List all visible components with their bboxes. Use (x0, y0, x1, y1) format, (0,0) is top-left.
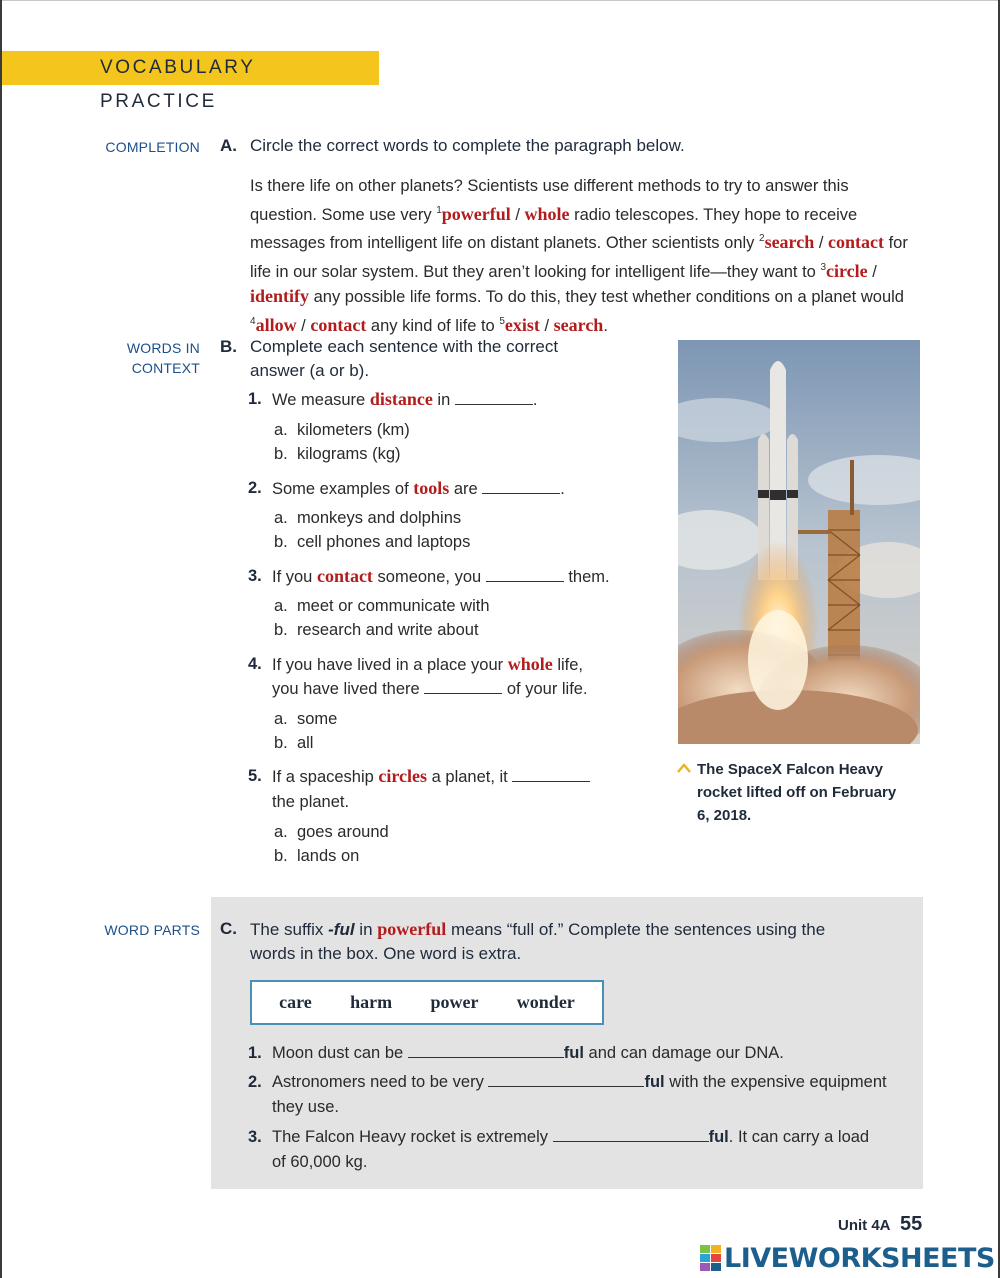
choice-identify[interactable]: identify (250, 286, 310, 306)
word-part-item: The Falcon Heavy rocket is extremely ful. It can carry a load (272, 1128, 870, 1146)
word-box-item[interactable]: power (430, 992, 479, 1012)
question-text-line2: you have lived there of your life. (272, 680, 588, 698)
section-b-heading-2: answer (a or b). (250, 361, 370, 380)
question-text-line2: the planet. (272, 793, 350, 811)
option-a[interactable]: a. some (274, 710, 338, 728)
answer-blank[interactable] (512, 767, 590, 782)
option-a[interactable]: a. meet or communicate with (274, 597, 490, 615)
question-number: 3. (248, 567, 262, 585)
answer-blank[interactable] (488, 1072, 644, 1087)
caret-up-icon (676, 762, 692, 774)
option-b[interactable]: b. cell phones and laptops (274, 533, 471, 551)
word-part-item-line2: they use. (272, 1098, 339, 1116)
choice-search[interactable]: search (764, 232, 815, 252)
section-c-letter: C. (220, 919, 237, 938)
word-box-item[interactable]: harm (350, 992, 393, 1012)
question-number: 5. (248, 767, 262, 785)
choice-powerful[interactable]: powerful (441, 203, 511, 224)
page-number: 55 (900, 1213, 923, 1235)
question-number: 4. (248, 655, 262, 673)
question-text: If you have lived in a place your whole life, (272, 654, 583, 674)
option-a[interactable]: a. goes around (274, 823, 389, 841)
answer-blank[interactable] (553, 1127, 709, 1142)
choice-whole[interactable]: whole (524, 203, 570, 224)
section-a-heading: Circle the correct words to complete the paragraph below. (250, 136, 685, 155)
choice-allow[interactable]: allow (255, 314, 297, 335)
word-box (250, 980, 604, 1025)
choice-search-2[interactable]: search (553, 314, 604, 335)
section-b-heading-1: Complete each sentence with the correct (250, 337, 559, 356)
answer-blank[interactable] (455, 390, 533, 405)
word-part-item: Moon dust can be ful and can damage our DNA. (272, 1044, 784, 1062)
word-box-item[interactable]: wonder (516, 992, 575, 1012)
answer-blank[interactable] (486, 567, 564, 582)
question-text: If a spaceship circles a planet, it (272, 764, 590, 790)
question-text: Some examples of tools are . (272, 478, 565, 498)
question-number: 2. (248, 479, 262, 497)
section-c-heading-1: The suffix -ful in powerful means “full of.” Complete the sentences using the (250, 919, 826, 939)
word-part-item: Astronomers need to be very ful with the expensive equipment (272, 1073, 887, 1091)
section-c-heading-2: words in the box. One word is extra. (250, 944, 522, 963)
choice-exist[interactable]: exist (504, 314, 540, 335)
item-number: 1. (248, 1044, 262, 1062)
item-number: 2. (248, 1073, 262, 1091)
liveworksheets-badge-icon (700, 1245, 722, 1271)
side-label-context: CONTEXT (131, 360, 200, 376)
question-text: We measure distance in . (272, 389, 538, 409)
choice-circle[interactable]: circle (826, 260, 868, 281)
answer-blank[interactable] (424, 679, 502, 694)
word-part-item-line2: of 60,000 kg. (272, 1153, 368, 1171)
question-text: If you contact someone, you them. (272, 566, 610, 586)
section-a-letter: A. (220, 136, 237, 155)
side-label-word-parts: WORD PARTS (104, 922, 200, 938)
option-b[interactable]: b. kilograms (kg) (274, 445, 401, 463)
side-label-words-in: WORDS IN (126, 340, 200, 356)
choice-contact-2[interactable]: contact (310, 314, 367, 335)
answer-blank[interactable] (408, 1043, 564, 1058)
option-a[interactable]: a. kilometers (km) (274, 421, 410, 439)
liveworksheets-logo: LIVEWORKSHEETS (700, 1243, 995, 1273)
side-label-completion: COMPLETION (105, 139, 200, 155)
section-b-letter: B. (220, 337, 237, 356)
question-number: 1. (248, 390, 262, 408)
item-number: 3. (248, 1128, 262, 1146)
unit-label: Unit 4A (838, 1217, 891, 1234)
rocket-photo (678, 340, 920, 744)
option-b[interactable]: b. lands on (274, 847, 360, 865)
answer-blank[interactable] (482, 479, 560, 494)
section-banner: VOCABULARY PRACTICE (2, 51, 379, 85)
choice-contact[interactable]: contact (828, 232, 884, 252)
word-box-item[interactable]: care (279, 992, 312, 1012)
page-top-edge (0, 0, 998, 1)
completion-paragraph: Is there life on other planets? Scientists use different methods to try to answer this question. Some use very $^1$powerful / whole radio telescopes. They hope to receive messages from intelligent life on distant planets. Other scientists only $^2$search / contact for life in our solar system. But they aren’t looking for intelligent life—they want to $^3$circle / identify any possible life forms. To do this, they test whether conditions on a planet would $^4$allow / contact any kind of life to $^5$exist / search. (250, 177, 908, 335)
option-a[interactable]: a. monkeys and dolphins (274, 509, 462, 527)
option-b[interactable]: b. all (274, 734, 314, 752)
page-left-edge (0, 0, 2, 1278)
option-b[interactable]: b. research and write about (274, 621, 479, 639)
photo-caption: The SpaceX Falcon Heavy rocket lifted off on February 6, 2018. (697, 761, 897, 824)
